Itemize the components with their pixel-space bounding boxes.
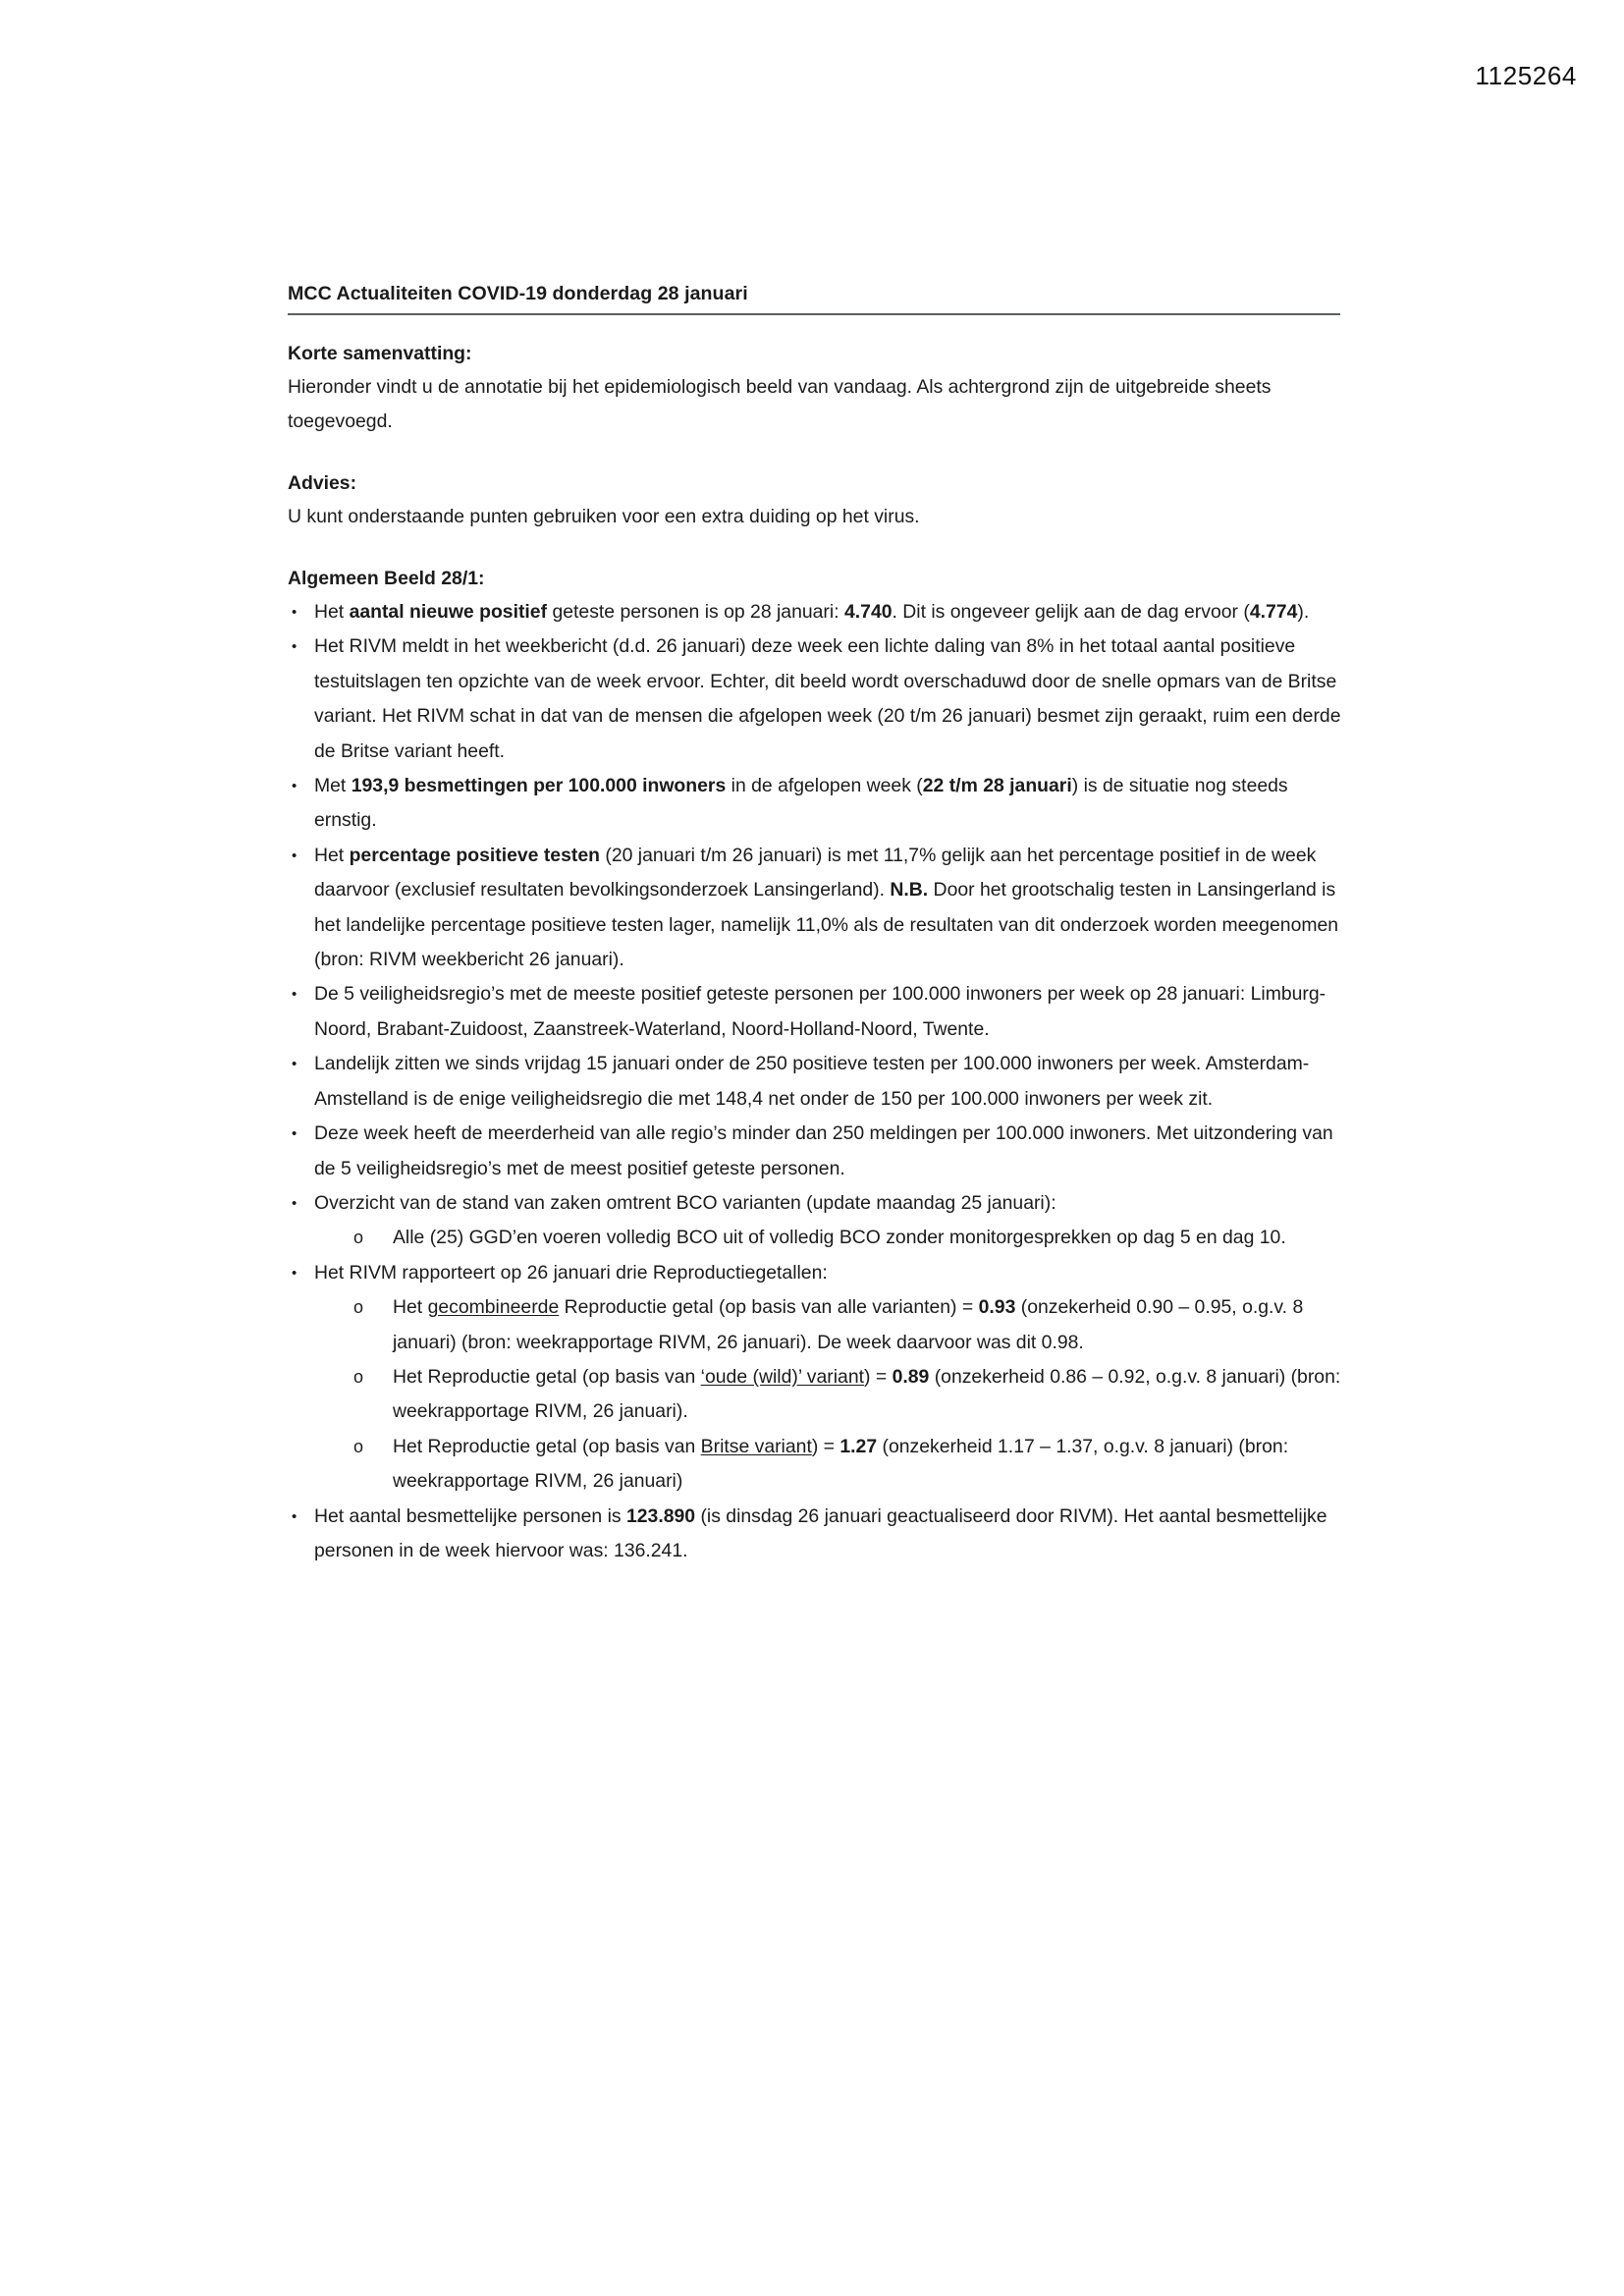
bullet-icon: • [292,1125,298,1143]
text-fragment: in de afgelopen week ( [726,775,923,797]
bullet-icon: • [292,1507,298,1525]
text-fragment: Het [314,601,350,623]
advice-text: U kunt onderstaande punten gebruiken voor een extra duiding op het virus. [288,506,920,527]
text-fragment-underline: gecombineerde [427,1296,560,1319]
text-fragment-bold: 4.740 [843,601,893,623]
page-number: 1125264 [1475,61,1577,90]
list-item-text: Het RIVM rapporteert op 26 januari drie Reproductiegetallen: [314,1261,828,1284]
sub-list-item-text: Alle (25) GGD’en voeren volledig BCO uit of volledig BCO zonder monitorgesprekken op dag 5 en dag 10. [393,1227,1286,1249]
page-title: MCC Actualiteiten COVID-19 donderdag 28 januari [288,283,748,304]
summary-heading: Korte samenvatting: [288,343,472,364]
circle-bullet-icon: o [353,1436,364,1456]
text-fragment: (onzekerheid 0.86 – 0.92, o.g.v. 8 januari) (bron: weekrapportage RIVM, 26 januari). [393,1365,1341,1423]
text-fragment: geteste personen is op 28 januari: [547,601,844,623]
list-item [288,1186,1346,1256]
text-fragment: (onzekerheid 1.17 – 1.37, o.g.v. 8 januari) (bron: weekrapportage RIVM, 26 januari) [393,1435,1289,1493]
text-fragment-bold: N.B. [890,879,929,902]
document-body [288,281,1346,1568]
list-item [288,1256,1346,1500]
list-item [288,1117,1346,1186]
list-item-text: Het RIVM meldt in het weekbericht (d.d. 26 januari) deze week een lichte daling van 8% in het totaal aantal positieve testuitslagen ten opzichte van de week ervoor. Echter, dit beeld wordt overschaduwd door de snelle opmars van de Britse variant. Het RIVM schat in dat van de mensen die afgelopen week (20 t/m 26 januari) besmet zijn geraakt, ruim een derde de Britse variant heeft. [314,635,1341,762]
text-fragment-bold: percentage positieve testen [349,844,600,866]
circle-bullet-icon: o [353,1297,364,1318]
list-item [288,839,1346,978]
sub-list-item [314,1290,1346,1360]
title-divider [288,313,1340,315]
text-fragment: ) = [864,1365,893,1388]
general-picture-list [288,595,1346,1568]
text-fragment-underline: Britse variant [700,1435,812,1457]
text-fragment-bold: 22 t/m 28 januari [922,775,1072,797]
spacer [288,439,1346,466]
list-item-text: Deze week heeft de meerderheid van alle regio’s minder dan 250 meldingen per 100.000 inwoners. Met uitzondering van de 5 veiligheidsregio’s met de meest positief geteste personen. [314,1122,1333,1179]
bullet-icon: • [292,778,298,795]
text-fragment: Het Reproductie getal (op basis van [393,1365,701,1388]
bullet-icon: • [292,604,298,621]
text-fragment-bold: 193,9 besmettingen per 100.000 inwoners [351,775,727,797]
summary-text: Hieronder vindt u de annotatie bij het epidemiologisch beeld van vandaag. Als achtergrond zijn de uitgebreide sheets toegevoegd. [288,376,1272,432]
text-fragment: Het [314,844,350,866]
spacer [288,534,1346,562]
list-item-text: Landelijk zitten we sinds vrijdag 15 januari onder de 250 positieve testen per 100.000 inwoners per week. Amsterdam-Amstelland is de enige veiligheidsregio die met 148,4 net onder de 150 per 100.000 inwoners per week zit. [314,1053,1310,1110]
list-item-text [314,601,1309,623]
list-item-text [314,775,1288,831]
bullet-icon: • [292,986,298,1004]
bco-sublist [314,1221,1346,1255]
list-item-text: Overzicht van de stand van zaken omtrent BCO varianten (update maandag 25 januari): [314,1191,1056,1214]
list-item [288,769,1346,839]
text-fragment: ) = [811,1435,840,1457]
list-item [288,595,1346,629]
sub-list-item [314,1221,1346,1255]
bullet-icon: • [292,847,298,864]
bullet-icon: • [292,1264,298,1282]
text-fragment: ). [1297,601,1310,623]
general-picture-heading: Algemeen Beeld 28/1: [288,568,485,589]
text-fragment: Door het grootschalig testen in Lansingerland is het landelijke percentage positieve testen lager, namelijk 11,0% als de resultaten van dit onderzoek worden meegenomen (bron: RIVM weekbericht 26 januari). [314,879,1339,971]
sub-list-item-text [393,1366,1340,1422]
text-fragment-bold: 123.890 [625,1504,696,1527]
sub-list-item [314,1360,1346,1430]
circle-bullet-icon: o [353,1228,364,1248]
text-fragment-bold: 1.27 [839,1435,878,1457]
bullet-icon: • [292,638,298,656]
text-fragment: (is dinsdag 26 januari geactualiseerd door RIVM). Het aantal besmettelijke personen in de week hiervoor was: 136.241. [314,1504,1327,1561]
text-fragment: . Dit is ongeveer gelijk aan de dag ervoor ( [892,601,1250,623]
text-fragment: (20 januari t/m 26 januari) is met 11,7% gelijk aan het percentage positief in de week daarvoor (exclusief resultaten bevolkingsonderzoek Lansingerland). [314,844,1317,902]
sub-list-item [314,1430,1346,1500]
text-fragment-bold: 4.774 [1249,601,1298,623]
text-fragment: ) is de situatie nog steeds ernstig. [314,775,1288,832]
text-fragment: (onzekerheid 0.90 – 0.95, o.g.v. 8 januari) (bron: weekrapportage RIVM, 26 januari). De week daarvoor was dit 0.98. [393,1296,1304,1353]
list-item [288,1500,1346,1569]
text-fragment-underline: ‘oude (wild)’ variant [700,1365,864,1388]
list-item-text [314,845,1338,970]
text-fragment: Het aantal besmettelijke personen is [314,1504,626,1527]
circle-bullet-icon: o [353,1366,364,1387]
text-fragment: Met [314,775,352,797]
advice-heading: Advies: [288,472,357,494]
sub-list-item-text [393,1436,1288,1492]
list-item [288,629,1346,769]
list-item-text: De 5 veiligheidsregio’s met de meeste positief geteste personen per 100.000 inwoners per week op 28 januari: Limburg-Noord, Brabant-Zuidoost, Zaanstreek-Waterland, Noord-Holland-Noord, Twente. [314,983,1326,1040]
text-fragment: Het [393,1296,428,1319]
text-fragment-bold: 0.89 [892,1365,930,1388]
text-fragment: Het Reproductie getal (op basis van [393,1435,701,1457]
list-item [288,1047,1346,1117]
bullet-icon: • [292,1194,298,1212]
text-fragment: Reproductie getal (op basis van alle varianten) = [559,1296,979,1319]
list-item-text [314,1505,1327,1561]
text-fragment-bold: aantal nieuwe positief [349,601,548,623]
text-fragment-bold: 0.93 [978,1296,1016,1319]
bullet-icon: • [292,1056,298,1073]
list-item [288,977,1346,1047]
sub-list-item-text [393,1296,1303,1352]
reproduction-numbers-sublist [314,1290,1346,1499]
